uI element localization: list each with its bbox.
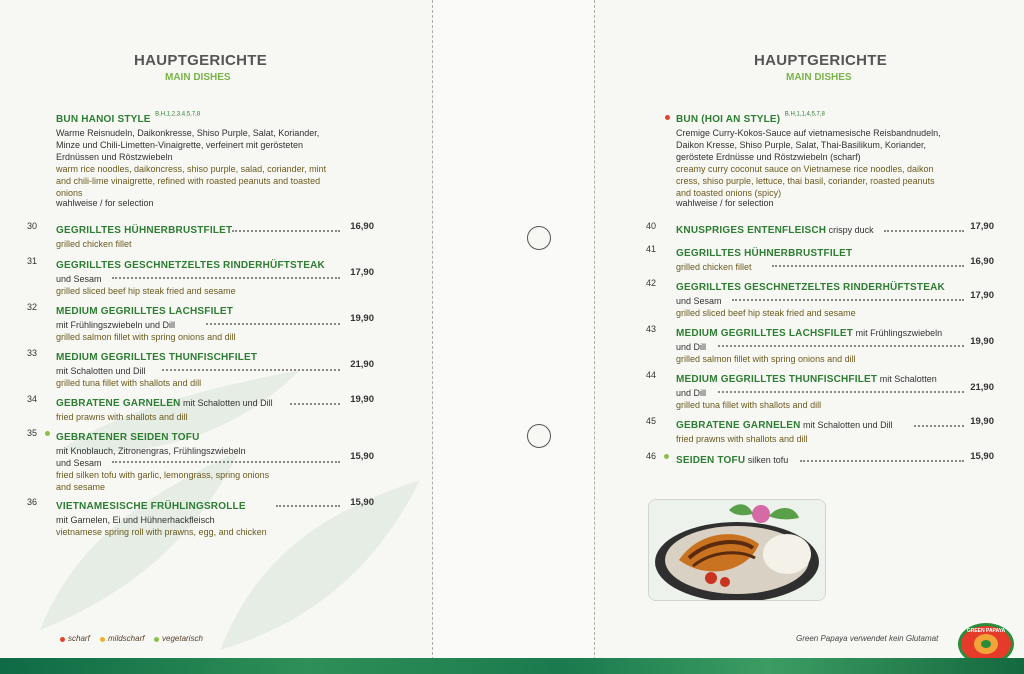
- dish-desc-de-1: Cremige Curry-Kokos-Sauce auf vietnamesische Reisbandnudeln,: [676, 128, 941, 138]
- dish-title-extra: crispy duck: [826, 225, 874, 235]
- dish-title-extra: mit Schalotten und Dill: [180, 398, 273, 408]
- item-price: 17,90: [970, 290, 994, 301]
- selection-note-left: wahlweise / for selection: [56, 198, 154, 208]
- bottom-decorative-bar: [0, 658, 1024, 674]
- item-price: 16,90: [350, 221, 374, 232]
- selection-note-right: wahlweise / for selection: [676, 198, 774, 208]
- item-price: 17,90: [970, 221, 994, 232]
- dish-desc-de: mit Schalotten und Dill: [56, 366, 146, 376]
- footer-note: Green Papaya verwendet kein Glutamat: [796, 634, 939, 643]
- dish-desc-en: grilled tuna fillet with shallots and dill: [56, 378, 202, 388]
- dish-desc-de-1: mit Knoblauch, Zitronengras, Frühlingszwiebeln: [56, 446, 246, 456]
- item-number: 30: [27, 221, 38, 231]
- item-price: 15,90: [350, 497, 374, 508]
- item-number: 35: [27, 428, 38, 438]
- dish-title: GEBRATENE GARNELEN: [56, 398, 181, 409]
- dish-title-extra: mit Frühlingszwiebeln: [853, 328, 943, 338]
- dish-desc-en: grilled tuna fillet with shallots and dill: [676, 400, 822, 410]
- dish-desc-de: mit Garnelen, Ei und Hühnerhackfleisch: [56, 515, 215, 525]
- binder-hole-bottom: [527, 424, 551, 448]
- item-number: 36: [27, 497, 38, 507]
- dish-desc-de: und Sesam: [56, 274, 102, 284]
- dish-title: VIETNAMESISCHE FRÜHLINGSROLLE: [56, 501, 246, 512]
- menu-item-40: [676, 220, 874, 238]
- dish-desc-en: grilled chicken fillet: [676, 262, 752, 272]
- leader-dots: [232, 222, 340, 232]
- dish-title: GEGRILLTES GESCHNETZELTES RINDERHÜFTSTEAK: [56, 260, 325, 271]
- legend-veg: vegetarisch: [162, 634, 203, 643]
- vegetarisch-dot-icon: [154, 637, 159, 642]
- dish-title: MEDIUM GEGRILLTES THUNFISCHFILET: [676, 374, 878, 385]
- leader-dots: [772, 257, 964, 267]
- item-price: 19,90: [350, 394, 374, 405]
- legend-mild: mildscharf: [108, 634, 145, 643]
- menu-item-30: [56, 220, 232, 250]
- leader-dots: [732, 291, 964, 301]
- dish-desc-de-3: geröstete Erdnüsse und Röstzwiebeln (scharf): [676, 152, 861, 162]
- dish-title: SEIDEN TOFU: [676, 455, 746, 466]
- item-price: 19,90: [970, 416, 994, 427]
- dish-title: GEBRATENER SEIDEN TOFU: [56, 432, 200, 443]
- logo-icon: [961, 626, 1011, 662]
- fold-panel-left: [432, 0, 512, 674]
- item-number: 32: [27, 302, 38, 312]
- vegetarian-dot-icon: [664, 454, 669, 459]
- item-price: 19,90: [970, 336, 994, 347]
- item-number: 40: [646, 221, 657, 231]
- fold-line-right: [594, 0, 595, 660]
- item-number: 33: [27, 348, 38, 358]
- logo-text: GREEN PAPAYA: [966, 628, 1006, 634]
- scharf-dot-icon: [60, 637, 65, 642]
- legend-hot: scharf: [68, 634, 90, 643]
- leader-dots: [162, 361, 340, 371]
- dish-title: GEBRATENE GARNELEN: [676, 420, 801, 431]
- item-price: 17,90: [350, 267, 374, 278]
- dish-desc-de-2: Minze und Chili-Limetten-Vinaigrette, verfeinert mit gerösteten: [56, 140, 303, 150]
- dish-desc-en-2: cress, shiso purple, lettuce, thai basil, coriander, roasted peanuts: [676, 176, 935, 186]
- dish-desc-en: grilled chicken fillet: [56, 239, 132, 249]
- binder-hole-top: [527, 226, 551, 250]
- dish-desc-en-1: creamy curry coconut sauce on Vietnamese rice noodles, daikon: [676, 164, 934, 174]
- dish-desc-de: und Dill: [676, 388, 707, 398]
- item-number: 46: [646, 451, 657, 461]
- fold-panel-right: [512, 0, 594, 674]
- item-number: 44: [646, 370, 657, 380]
- item-number: 41: [646, 244, 657, 254]
- item-price: 21,90: [350, 359, 374, 370]
- leader-dots: [206, 315, 340, 325]
- menu-item-45: [676, 415, 893, 445]
- leader-dots: [718, 337, 964, 347]
- dish-desc-en: grilled salmon fillet with spring onions and dill: [56, 332, 236, 342]
- item-price: 21,90: [970, 382, 994, 393]
- item-price: 16,90: [970, 256, 994, 267]
- dish-title: GEGRILLTES GESCHNETZELTES RINDERHÜFTSTEAK: [676, 282, 945, 293]
- dish-desc-en: grilled sliced beef hip steak fried and sesame: [676, 308, 856, 318]
- vegetarian-dot-icon: [45, 431, 50, 436]
- intro-dish-left: [56, 109, 386, 199]
- intro-dish-right: [676, 109, 996, 199]
- dish-desc-en: grilled sliced beef hip steak fried and sesame: [56, 286, 236, 296]
- dish-title-extra: mit Schalotten und Dill: [800, 420, 893, 430]
- item-number: 34: [27, 394, 38, 404]
- dish-title: MEDIUM GEGRILLTES THUNFISCHFILET: [56, 352, 258, 363]
- dish-desc-en-2: and sesame: [56, 482, 106, 492]
- dish-desc-en: grilled salmon fillet with spring onions and dill: [676, 354, 856, 364]
- dish-desc-de-2: und Sesam: [56, 458, 102, 468]
- dish-title: GEGRILLTES HÜHNERBRUSTFILET: [56, 225, 233, 236]
- allergens: B,H,1,1,4,5,7,8: [784, 111, 825, 118]
- page-subheading-right: MAIN DISHES: [786, 72, 852, 83]
- dish-desc-de: und Dill: [676, 342, 707, 352]
- leader-dots: [884, 222, 964, 232]
- dish-title-extra: mit Schalotten: [877, 374, 937, 384]
- fold-line-left: [432, 0, 433, 660]
- dish-desc-en: vietnamese spring roll with prawns, egg, and chicken: [56, 527, 267, 537]
- leader-dots: [112, 453, 340, 463]
- menu-item-36: [56, 496, 267, 538]
- leader-dots: [290, 395, 340, 405]
- dish-title: MEDIUM GEGRILLTES LACHSFILET: [676, 328, 854, 339]
- dish-title: MEDIUM GEGRILLTES LACHSFILET: [56, 306, 234, 317]
- menu-item-46: [676, 450, 788, 468]
- dish-desc-en-1: warm rice noodles, daikoncress, shiso purple, salad, coriander, mint: [56, 164, 327, 174]
- dish-desc-de-2: Daikon Kresse, Shiso Purple, Salat, Thai-Basilikum, Koriander,: [676, 140, 926, 150]
- item-number: 31: [27, 256, 38, 266]
- allergens: B,H,1,2,3,4,5,7,8: [155, 111, 201, 118]
- menu-item-34: [56, 393, 273, 423]
- leader-dots: [276, 497, 340, 507]
- dish-desc-en-1: fried silken tofu with garlic, lemongrass, spring onions: [56, 470, 270, 480]
- dish-title: BUN (HOI AN STYLE): [676, 114, 781, 125]
- dish-title: BUN HANOI STYLE: [56, 114, 151, 125]
- item-number: 42: [646, 278, 657, 288]
- dish-desc-de-1: Warme Reisnudeln, Daikonkresse, Shiso Purple, Salat, Koriander,: [56, 128, 320, 138]
- page-subheading-left: MAIN DISHES: [165, 72, 231, 83]
- dish-title: KNUSPRIGES ENTENFLEISCH: [676, 225, 827, 236]
- dish-desc-de: und Sesam: [676, 296, 722, 306]
- item-price: 15,90: [970, 451, 994, 462]
- leader-dots: [718, 383, 964, 393]
- dish-title: GEGRILLTES HÜHNERBRUSTFILET: [676, 248, 853, 259]
- item-number: 43: [646, 324, 657, 334]
- leader-dots: [112, 269, 340, 279]
- dish-desc-de-3: Erdnüssen und Röstzwiebeln: [56, 152, 173, 162]
- dish-desc-en-3: and toasted onions (spicy): [676, 188, 782, 198]
- dish-desc-en: fried prawns with shallots and dill: [676, 434, 808, 444]
- mildscharf-dot-icon: [100, 637, 105, 642]
- food-plate-illustration: [649, 500, 825, 600]
- page-heading-left: HAUPTGERICHTE: [134, 52, 268, 69]
- page-heading-right: HAUPTGERICHTE: [754, 52, 888, 69]
- item-price: 15,90: [350, 451, 374, 462]
- spicy-dot-icon: [665, 115, 670, 120]
- dish-title-extra: silken tofu: [745, 455, 789, 465]
- dish-desc-en: fried prawns with shallots and dill: [56, 412, 188, 422]
- leader-dots: [800, 452, 964, 462]
- item-price: 19,90: [350, 313, 374, 324]
- dish-desc-en-2: and chili-lime vinaigrette, refined with roasted peanuts and toasted: [56, 176, 321, 186]
- dish-desc-de: mit Frühlingszwiebeln und Dill: [56, 320, 176, 330]
- item-number: 45: [646, 416, 657, 426]
- dish-photo: [648, 499, 826, 601]
- dish-desc-en-3: onions: [56, 188, 83, 198]
